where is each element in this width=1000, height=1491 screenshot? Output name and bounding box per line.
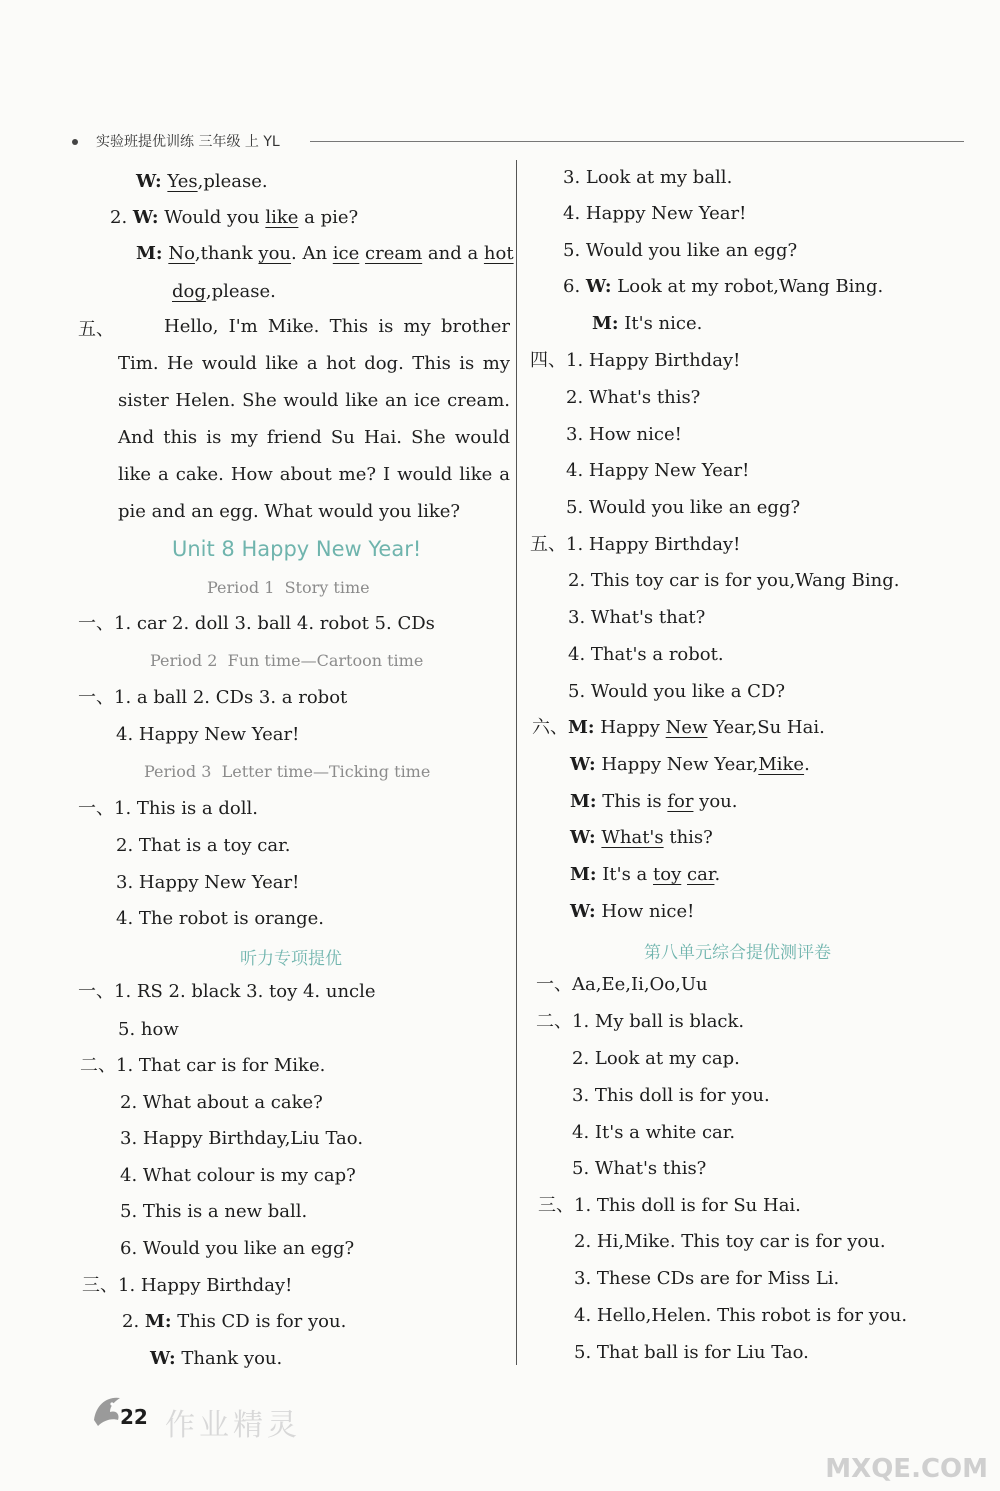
answer-line: 2. W: Would you like a pie?	[110, 207, 359, 228]
brand-text: 作业精灵	[165, 1408, 301, 1443]
unit-title: Unit 8 Happy New Year!	[172, 537, 422, 561]
answer-line: 4. Happy New Year!	[566, 460, 750, 481]
watermark-text: MXQE.COM	[825, 1454, 988, 1484]
answer-line: M: This is for you.	[570, 791, 738, 812]
answer-line: 二、1. That car is for Mike.	[80, 1055, 326, 1076]
answer-line: W: What's this?	[570, 827, 713, 848]
answer-line: 四、1. Happy Birthday!	[530, 350, 741, 371]
answer-line: 2. What about a cake?	[120, 1092, 323, 1113]
section-label: 五、	[78, 319, 114, 340]
header-title: 实验班提优训练 三年级 上 YL	[96, 134, 280, 150]
answer-line: 2. That is a toy car.	[116, 835, 291, 856]
answer-line: 2. This toy car is for you,Wang Bing.	[568, 570, 900, 591]
answer-line: 4. Hello,Helen. This robot is for you.	[574, 1305, 908, 1326]
answer-line: 2. Look at my cap.	[572, 1048, 740, 1069]
answer-line: 5. This is a new ball.	[120, 1201, 308, 1222]
dolphin-logo-icon	[90, 1390, 124, 1430]
answer-line: 三、1. Happy Birthday!	[82, 1275, 293, 1296]
answer-line: 5. how	[118, 1019, 179, 1040]
answer-line: 一、1. a ball 2. CDs 3. a robot	[78, 687, 348, 708]
page-header	[72, 131, 964, 153]
answer-line: 一、Aa,Ee,Ii,Oo,Uu	[536, 974, 708, 995]
answer-line: 一、1. RS 2. black 3. toy 4. uncle	[78, 981, 376, 1002]
answer-line: 一、1. car 2. doll 3. ball 4. robot 5. CDs	[78, 613, 435, 634]
answer-line: 3. How nice!	[566, 424, 682, 445]
section-heading: 第八单元综合提优测评卷	[644, 943, 831, 963]
period-heading: Period 2 Fun time—Cartoon time	[150, 651, 424, 670]
answer-line: 二、1. My ball is black.	[536, 1011, 745, 1032]
answer-line: 6. W: Look at my robot,Wang Bing.	[563, 276, 884, 297]
answer-line: 六、M: Happy New Year,Su Hai.	[532, 717, 825, 738]
answer-line: 3. Happy Birthday,Liu Tao.	[120, 1128, 364, 1149]
answer-line: M: It's a toy car.	[570, 864, 721, 885]
bullet-dot	[72, 139, 78, 145]
answer-line: 3. Look at my ball.	[563, 167, 733, 188]
answer-line: 4. The robot is orange.	[116, 908, 325, 929]
answer-line: 4. That's a robot.	[568, 644, 724, 665]
answer-line: 3. This doll is for you.	[572, 1085, 770, 1106]
answer-line: 4. What colour is my cap?	[120, 1165, 356, 1186]
answer-line: M: It's nice.	[592, 313, 703, 334]
answer-line: 5. Would you like a CD?	[568, 681, 786, 702]
passage-text: Hello, I'm Mike. This is my brother Tim. He would like a hot dog. This is my sister Helen. She would like an ice cream. And this is my friend Su Hai. She would like a cake. How about me? I would like a pie and an egg. What would you like?	[118, 316, 510, 522]
answer-line: 2. What's this?	[566, 387, 701, 408]
answer-line: 2. Hi,Mike. This toy car is for you.	[574, 1231, 886, 1252]
answer-line: 5. Would you like an egg?	[566, 497, 801, 518]
watermark	[783, 1400, 988, 1488]
answer-line: W: Happy New Year,Mike.	[570, 754, 810, 775]
page-number: 22	[120, 1405, 148, 1429]
answer-line: 5. What's this?	[572, 1158, 707, 1179]
answer-line: 3. These CDs are for Miss Li.	[574, 1268, 840, 1289]
period-heading: Period 1 Story time	[207, 578, 370, 597]
answer-line: 三、1. This doll is for Su Hai.	[538, 1195, 801, 1216]
answer-line: 一、1. This is a doll.	[78, 798, 258, 819]
answer-line: 4. Happy New Year!	[116, 724, 300, 745]
answer-line: 6. Would you like an egg?	[120, 1238, 355, 1259]
answer-line: 4. Happy New Year!	[563, 203, 747, 224]
answer-line: dog,please.	[172, 281, 276, 302]
header-rule	[310, 141, 964, 142]
answer-line: 五、1. Happy Birthday!	[530, 534, 741, 555]
answer-line: W: How nice!	[570, 901, 695, 922]
answer-line: W: Thank you.	[150, 1348, 283, 1369]
answer-line: 5. That ball is for Liu Tao.	[574, 1342, 809, 1363]
section-heading: 听力专项提优	[240, 949, 342, 969]
answer-line: M: No,thank you. An ice cream and a hot	[136, 243, 514, 264]
answer-line: 3. Happy New Year!	[116, 872, 300, 893]
column-divider	[516, 160, 517, 1365]
answer-line: 4. It's a white car.	[572, 1122, 736, 1143]
period-heading: Period 3 Letter time—Ticking time	[144, 762, 431, 781]
answer-line: W: Yes,please.	[136, 171, 268, 192]
answer-line: 3. What's that?	[568, 607, 706, 628]
answer-line: 2. M: This CD is for you.	[122, 1311, 347, 1332]
answer-line: 5. Would you like an egg?	[563, 240, 798, 261]
